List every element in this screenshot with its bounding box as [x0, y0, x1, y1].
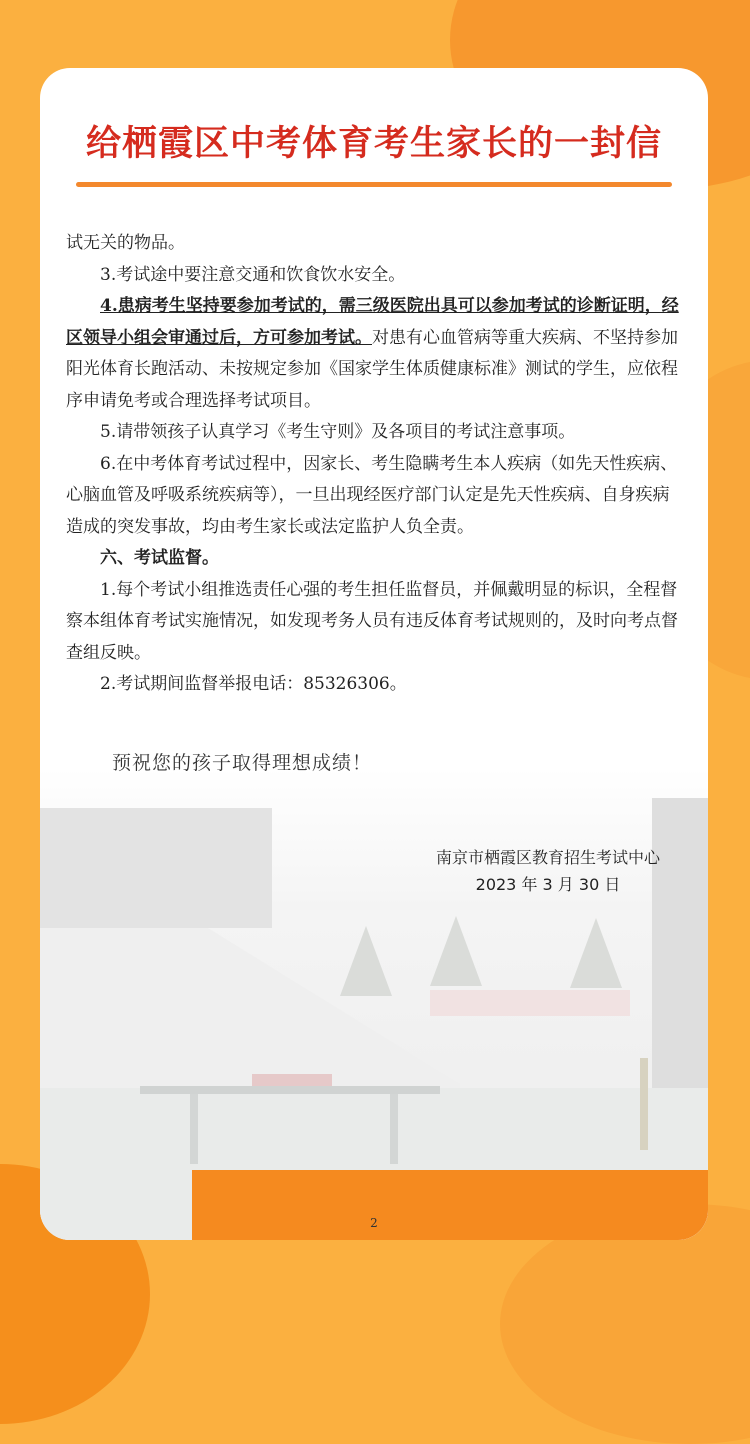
- photo-table-leg: [390, 1094, 398, 1164]
- title-underline: [76, 182, 672, 187]
- photo-building: [40, 808, 272, 928]
- signature-org: 南京市栖霞区教育招生考试中心: [435, 848, 660, 867]
- section-heading: 六、考试监督。: [100, 548, 219, 568]
- signature-block: [408, 844, 688, 898]
- paragraph-continued: 试无关的物品。: [66, 233, 185, 253]
- paragraph-supervision-1: 1.每个考试小组推选责任心强的考生担任监督员，并佩戴明显的标识，全程督察本组体育考试实施情况，如发现考务人员有违反体育考试规则的，及时向考点督查组反映。: [66, 579, 678, 663]
- decor-blob-bottom-right: [500, 1204, 750, 1444]
- photo-ping-pong-table: [140, 1086, 440, 1094]
- page-number: 2: [370, 1216, 378, 1230]
- photo-table-leg: [190, 1094, 198, 1164]
- signature-date: 2023 年 3 月 30 日: [475, 875, 621, 894]
- photo-post: [640, 1058, 648, 1150]
- emphasis-underlined: 4.患病考生坚持要参加考试的，需三级医院出具可以参加考试的诊断证明，经区领导小组会审通过后，方可参加考试。: [66, 296, 679, 348]
- letter-title: 给栖霞区中考体育考生家长的一封信: [85, 123, 662, 164]
- photo-tree: [340, 926, 392, 996]
- paragraph-item-6: 6.在中考体育考试过程中，因家长、考生隐瞒考生本人疾病（如先天性疾病、心脑血管及呼吸系统疾病等），一旦出现经医疗部门认定是先天性疾病、自身疾病造成的突发事故，均由考生家长或法定监护人负全责。: [66, 453, 678, 537]
- closing-wish: 预祝您的孩子取得理想成绩！: [112, 752, 373, 774]
- photo-tree: [570, 918, 622, 988]
- paragraph-item-5: 5.请带领孩子认真学习《考生守则》及各项目的考试注意事项。: [100, 422, 576, 442]
- paragraph-item-4: [66, 291, 684, 417]
- paragraph-item-4-rest: 对患有心血管病等重大疾病、不坚持参加阳光体育长跑活动、未按规定参加《国家学生体质健康标准》测试的学生，应依程序申请免考或合理选择考试项目。: [66, 327, 678, 411]
- photo-tree: [430, 916, 482, 986]
- photo-banner: [430, 990, 630, 1016]
- paragraph-item-3: 3.考试途中要注意交通和饮食饮水安全。: [100, 264, 406, 285]
- paragraph-supervision-2: 2.考试期间监督举报电话：85326306。: [100, 674, 407, 694]
- letter-card: [40, 68, 708, 1240]
- letter-body: [66, 228, 684, 701]
